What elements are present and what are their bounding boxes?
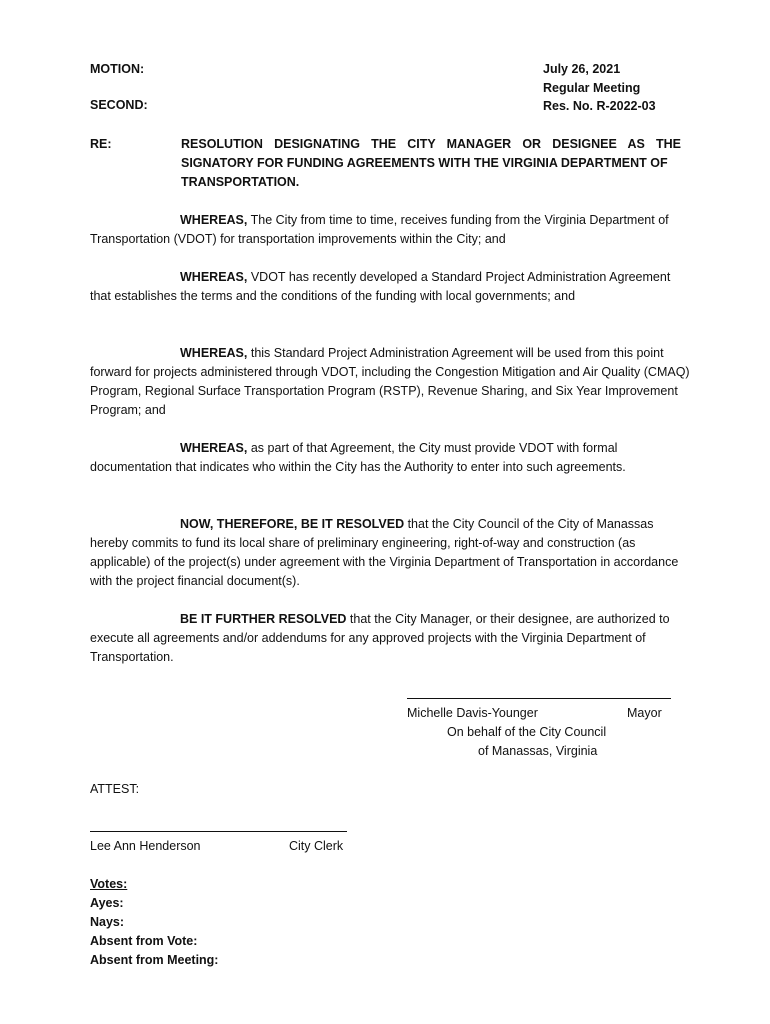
whereas-paragraph-2 bbox=[90, 268, 690, 306]
paragraph-lead: WHEREAS, bbox=[180, 213, 248, 227]
paragraph-lead: BE IT FURTHER RESOLVED bbox=[180, 612, 347, 626]
re-title-line-1: RESOLUTION DESIGNATING THE CITY MANAGER OR DESIGNEE AS THE bbox=[181, 137, 681, 151]
attest-label: ATTEST: bbox=[90, 782, 140, 796]
clerk-signature-line bbox=[90, 831, 347, 832]
clerk-title: City Clerk bbox=[289, 839, 344, 853]
re-title-line-3: TRANSPORTATION. bbox=[181, 175, 300, 189]
paragraph-lead: WHEREAS, bbox=[180, 441, 248, 455]
paragraph-text: The City from time to time, receives funding from the Virginia Department of Transportation (VDOT) for transportation improvements within the City; and bbox=[90, 213, 669, 246]
behalf-line-2: of Manassas, Virginia bbox=[478, 744, 598, 758]
paragraph-lead: WHEREAS, bbox=[180, 270, 248, 284]
re-title-line-2: SIGNATORY FOR FUNDING AGREEMENTS WITH THE VIRGINIA DEPARTMENT OF bbox=[181, 156, 668, 170]
paragraph-lead: WHEREAS, bbox=[180, 346, 248, 360]
whereas-paragraph-4 bbox=[90, 439, 690, 477]
votes-absent-from-vote: Absent from Vote: bbox=[90, 934, 198, 948]
votes-absent-from-meeting: Absent from Meeting: bbox=[90, 953, 219, 967]
resolved-paragraph bbox=[90, 515, 690, 591]
votes-heading: Votes: bbox=[90, 877, 128, 891]
votes-ayes: Ayes: bbox=[90, 896, 124, 910]
paragraph-text: that the City Manager, or their designee, are authorized to execute all agreements and/or addendums for any approved projects with the Virginia Department of Transportation. bbox=[90, 612, 670, 664]
meeting-date: July 26, 2021 bbox=[543, 62, 621, 76]
further-resolved-paragraph bbox=[90, 610, 690, 667]
paragraph-text: this Standard Project Administration Agreement will be used from this point forward for projects administered through VDOT, including the Congestion Mitigation and Air Quality (CMAQ) Program, Regional Surface Transportation Program (RSTP), Revenue Sharing, and Six Year Improvement Program; and bbox=[90, 346, 690, 417]
whereas-paragraph-3 bbox=[90, 344, 690, 420]
meeting-type: Regular Meeting bbox=[543, 81, 641, 95]
mayor-title: Mayor bbox=[627, 706, 662, 720]
mayor-name: Michelle Davis-Younger bbox=[407, 706, 538, 720]
clerk-name: Lee Ann Henderson bbox=[90, 839, 201, 853]
votes-nays: Nays: bbox=[90, 915, 125, 929]
mayor-signature-line bbox=[407, 698, 671, 699]
paragraph-lead: NOW, THEREFORE, BE IT RESOLVED bbox=[180, 517, 405, 531]
motion-label: MOTION: bbox=[90, 62, 145, 76]
second-label: SECOND: bbox=[90, 98, 148, 112]
paragraph-text: VDOT has recently developed a Standard Project Administration Agreement that establishes the terms and the conditions of the funding with local governments; and bbox=[90, 270, 671, 303]
re-label: RE: bbox=[90, 137, 112, 151]
paragraph-text: that the City Council of the City of Manassas hereby commits to fund its local share of preliminary engineering, right-of-way and construction (as applicable) of the project(s) under agreement with the Virginia Department of Transportation in accordance with the project financial document(s). bbox=[90, 517, 679, 588]
paragraph-text: as part of that Agreement, the City must provide VDOT with formal documentation that indicates who within the City has the Authority to enter into such agreements. bbox=[90, 441, 626, 474]
behalf-line-1: On behalf of the City Council bbox=[447, 725, 607, 739]
whereas-paragraph-1 bbox=[90, 211, 690, 249]
resolution-number: Res. No. R-2022-03 bbox=[543, 99, 656, 113]
